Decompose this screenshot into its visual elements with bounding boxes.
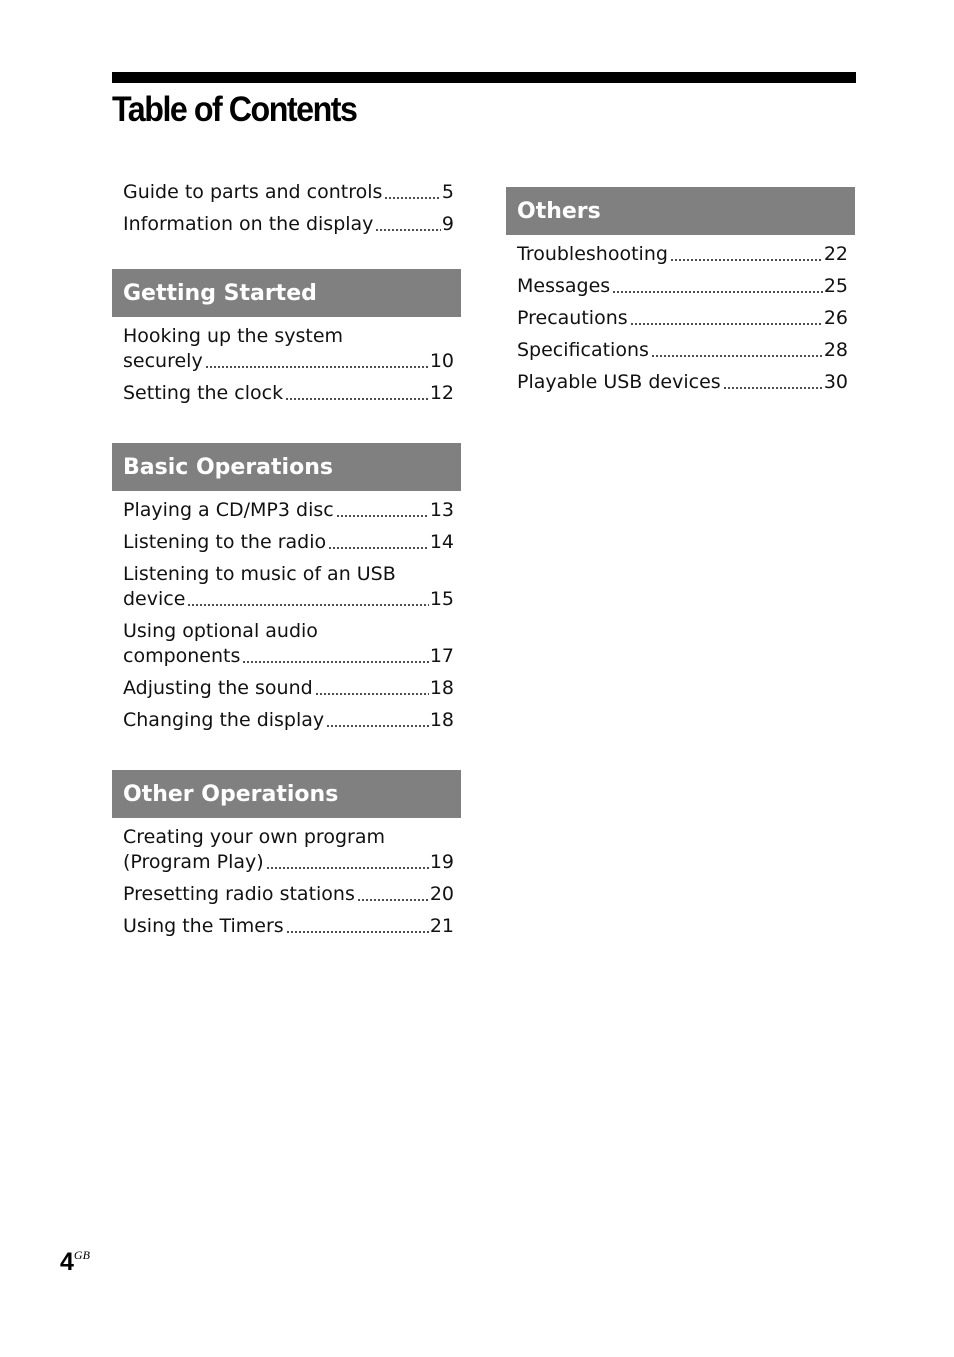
left-column: [112, 180, 461, 976]
toc-entry-page: 17: [429, 645, 454, 667]
dot-leader: [326, 725, 429, 727]
toc-entry-title: Changing the display: [123, 709, 325, 731]
dot-leader: [630, 323, 823, 325]
toc-entry-title: Using optional audio: [123, 620, 318, 642]
toc-entry-title: Precautions: [517, 307, 628, 329]
toc-entry-page: 22: [823, 243, 848, 265]
dot-leader: [242, 661, 428, 663]
toc-entry[interactable]: [517, 274, 848, 299]
toc-entry-title: Playable USB devices: [517, 371, 721, 393]
toc-entry[interactable]: [123, 619, 454, 669]
page-number-suffix: GB: [73, 1248, 90, 1262]
page-number: [60, 1248, 90, 1277]
toc-entry[interactable]: [517, 370, 848, 395]
toc-entry[interactable]: [123, 530, 454, 555]
toc-entry-title-cont: device: [123, 588, 186, 610]
top-rule: [112, 72, 856, 83]
toc-entry-title: Adjusting the sound: [123, 677, 313, 699]
dot-leader: [266, 867, 429, 869]
toc-entry-page: 5: [441, 181, 454, 203]
toc-entry-page: 18: [429, 677, 454, 699]
toc-entry-page: 14: [429, 531, 454, 553]
dot-leader: [336, 515, 429, 517]
toc-entry-title-cont: (Program Play): [123, 851, 264, 873]
section-getting-started: [112, 269, 461, 406]
toc-entry-title: Listening to music of an USB: [123, 563, 396, 585]
dot-leader: [285, 398, 429, 400]
dot-leader: [612, 291, 823, 293]
dot-leader: [328, 547, 429, 549]
section-heading: Others: [506, 187, 855, 235]
toc-entry[interactable]: [123, 825, 454, 875]
section-others: [506, 187, 855, 395]
toc-entry-page: 28: [823, 339, 848, 361]
dot-leader: [375, 229, 440, 231]
toc-entry-page: 18: [429, 709, 454, 731]
toc-entry-title: Troubleshooting: [517, 243, 668, 265]
section-heading: Other Operations: [112, 770, 461, 818]
toc-entry-page: 21: [429, 915, 454, 937]
dot-leader: [205, 366, 429, 368]
toc-entry-title-cont: securely: [123, 350, 203, 372]
toc-entry[interactable]: [123, 324, 454, 374]
section-heading: Basic Operations: [112, 443, 461, 491]
dot-leader: [187, 604, 428, 606]
toc-entry[interactable]: [123, 914, 454, 939]
toc-entry[interactable]: [123, 212, 454, 237]
toc-entry-title: Using the Timers: [123, 915, 284, 937]
section-other-operations: [112, 770, 461, 939]
toc-entry[interactable]: [123, 708, 454, 733]
toc-entry[interactable]: [123, 381, 454, 406]
toc-entry[interactable]: [517, 306, 848, 331]
dot-leader: [670, 259, 823, 261]
page-title: Table of Contents: [112, 90, 357, 129]
toc-entry[interactable]: [123, 676, 454, 701]
right-column: [506, 187, 855, 432]
toc-entry[interactable]: [123, 498, 454, 523]
toc-entry[interactable]: [123, 562, 454, 612]
toc-entry-page: 30: [823, 371, 848, 393]
toc-entry-title: Guide to parts and controls: [123, 181, 383, 203]
toc-entry-page: 26: [823, 307, 848, 329]
section-basic-operations: [112, 443, 461, 733]
toc-entry-title: Playing a CD/MP3 disc: [123, 499, 334, 521]
page-number-value: 4: [60, 1248, 74, 1276]
toc-entry-title: Hooking up the system: [123, 325, 344, 347]
section-heading: Getting Started: [112, 269, 461, 317]
intro-list: [112, 180, 461, 237]
toc-entry-title: Information on the display: [123, 213, 374, 235]
toc-entry-page: 20: [429, 883, 454, 905]
toc-entry-title: Messages: [517, 275, 611, 297]
toc-entry[interactable]: [517, 242, 848, 267]
toc-entry-title: Specifications: [517, 339, 649, 361]
toc-entry-page: 13: [429, 499, 454, 521]
toc-entry-page: 25: [823, 275, 848, 297]
dot-leader: [651, 355, 823, 357]
toc-entry[interactable]: [123, 882, 454, 907]
toc-entry-title: Listening to the radio: [123, 531, 327, 553]
toc-entry[interactable]: [123, 180, 454, 205]
dot-leader: [357, 899, 429, 901]
toc-entry-page: 19: [429, 851, 454, 873]
toc-entry-title: Presetting radio stations: [123, 883, 355, 905]
dot-leader: [315, 693, 429, 695]
toc-entry-page: 9: [441, 213, 454, 235]
dot-leader: [286, 931, 429, 933]
toc-entry-title: Setting the clock: [123, 382, 284, 404]
toc-entry-title-cont: components: [123, 645, 241, 667]
toc-entry-page: 15: [429, 588, 454, 610]
toc-entry-title: Creating your own program: [123, 826, 385, 848]
toc-entry-page: 10: [429, 350, 454, 372]
dot-leader: [384, 197, 441, 199]
toc-entry[interactable]: [517, 338, 848, 363]
toc-entry-page: 12: [429, 382, 454, 404]
dot-leader: [723, 387, 823, 389]
